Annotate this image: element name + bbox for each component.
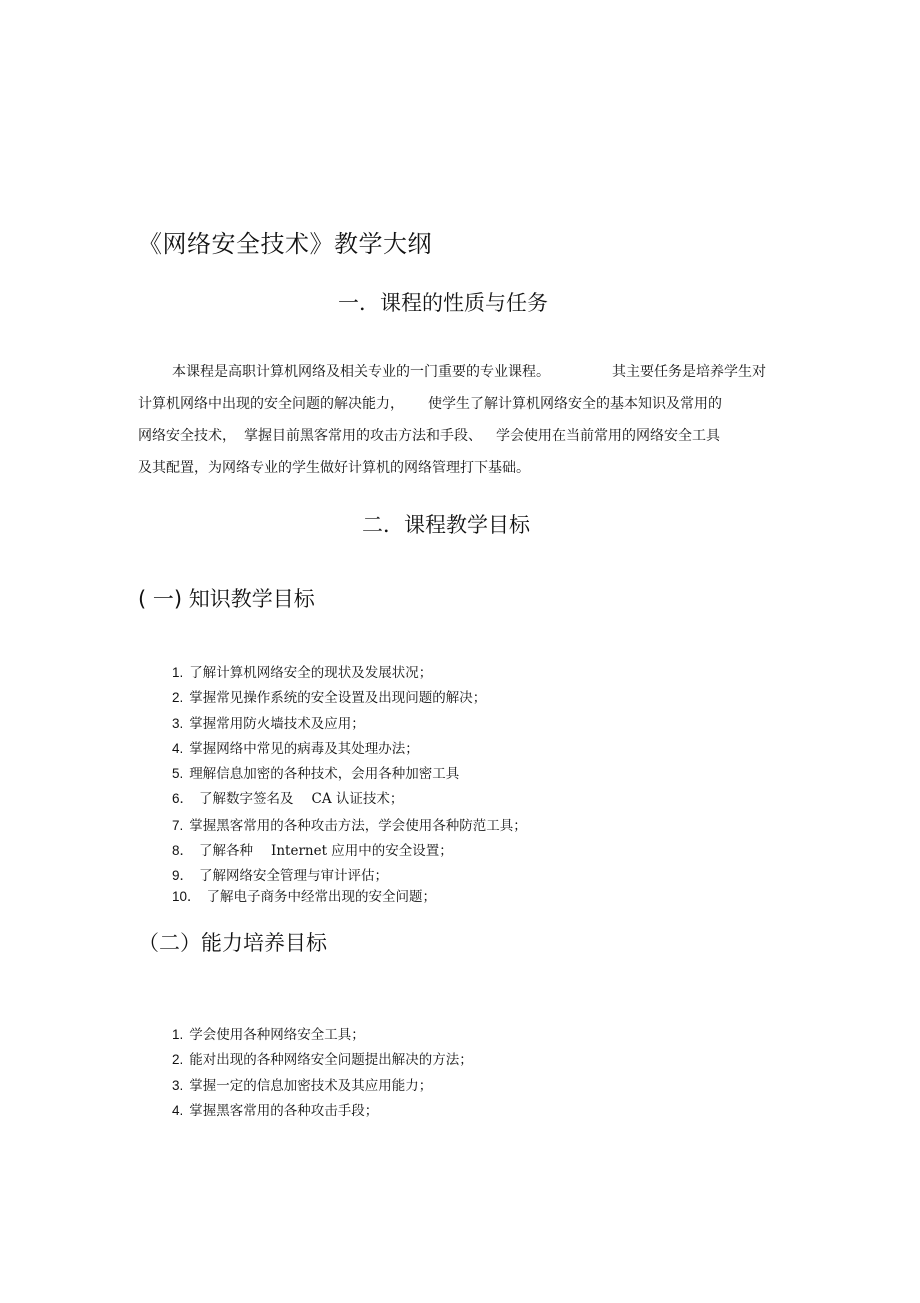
list-item-number: 6． — [172, 791, 194, 806]
list-item-text: Internet 应用中的安全设置； — [271, 843, 453, 859]
paragraph-text: 及其配置，为网络专业的学生做好计算机的网络管理打下基础。 — [138, 460, 530, 476]
list-item — [172, 740, 419, 758]
list-item-text: 掌握常见操作系统的安全设置及出现问题的解决； — [189, 690, 487, 706]
list-item-text: 学会使用各种网络安全工具； — [189, 1027, 365, 1043]
list-item-number: 9． — [172, 868, 194, 883]
list-item — [172, 664, 432, 682]
list-item-number: 3. — [172, 1078, 184, 1093]
paragraph-text: 计算机网络中出现的安全问题的解决能力， — [138, 396, 404, 412]
section-heading-1: 一．课程的性质与任务 — [338, 291, 548, 315]
list-item-number: 1. — [172, 665, 184, 680]
list-item-text: 掌握常用防火墙技术及应用； — [189, 716, 365, 732]
list-item-number: 4. — [172, 1103, 184, 1118]
section-heading-2: 二．课程教学目标 — [362, 513, 530, 537]
list-item-text: 了解数字签名及 — [199, 791, 294, 807]
paragraph-text: 掌握目前黑客常用的攻击方法和手段、 — [244, 428, 482, 444]
list-item — [172, 765, 459, 783]
list-item — [172, 1051, 473, 1069]
list-item — [172, 817, 527, 835]
list-item — [172, 1102, 378, 1120]
list-item-number: 4. — [172, 741, 184, 756]
list-item — [172, 790, 403, 808]
list-item-text: 了解网络安全管理与审计评估； — [199, 868, 389, 884]
list-item-number: 10． — [172, 889, 201, 904]
list-item — [172, 842, 453, 860]
list-item-number: 2. — [172, 690, 184, 705]
list-item-text: 理解信息加密的各种技术，会用各种加密工具 — [189, 766, 460, 782]
list-item-number: 3. — [172, 716, 184, 731]
list-item-text: 能对出现的各种网络安全问题提出解决的方法； — [189, 1052, 473, 1068]
list-item-text: CA 认证技术； — [311, 791, 404, 807]
paragraph-text: 本课程是高职计算机网络及相关专业的一门重要的专业课程。 — [172, 364, 550, 380]
paragraph-text: 网络安全技术， — [138, 428, 236, 444]
paragraph-line-2 — [138, 394, 722, 414]
ability-objectives-heading: （二）能力培养目标 — [138, 931, 327, 955]
list-item-number: 2. — [172, 1052, 184, 1067]
list-item — [172, 867, 388, 885]
paragraph-line-1 — [138, 362, 766, 382]
list-item-text: 掌握黑客常用的各种攻击方法，学会使用各种防范工具； — [189, 818, 527, 834]
list-item — [172, 689, 486, 707]
paragraph-text: 其主要任务是培养学生对 — [612, 364, 766, 380]
list-item-text: 掌握一定的信息加密技术及其应用能力； — [189, 1078, 433, 1094]
list-item-number: 8． — [172, 843, 194, 858]
list-item-number: 5. — [172, 766, 184, 781]
list-item-number: 7. — [172, 818, 184, 833]
list-item-text: 掌握网络中常见的病毒及其处理办法； — [189, 741, 419, 757]
paragraph-text: 使学生了解计算机网络安全的基本知识及常用的 — [428, 396, 722, 412]
document-title: 《网络安全技术》教学大纲 — [138, 230, 432, 258]
list-item — [172, 1077, 432, 1095]
list-item-number: 1. — [172, 1027, 184, 1042]
paragraph-text: 学会使用在当前常用的网络安全工具 — [496, 428, 720, 444]
list-item — [172, 715, 365, 733]
list-item-text: 了解计算机网络安全的现状及发展状况； — [189, 665, 433, 681]
list-item — [172, 888, 436, 906]
knowledge-objectives-heading: ( 一) 知识教学目标 — [138, 587, 315, 611]
list-item-text: 了解电子商务中经常出现的安全问题； — [206, 889, 437, 905]
list-item-text: 掌握黑客常用的各种攻击手段； — [189, 1103, 379, 1119]
list-item — [172, 1026, 365, 1044]
paragraph-line-4 — [138, 458, 530, 478]
paragraph-line-3 — [138, 426, 720, 446]
list-item-text: 了解各种 — [199, 843, 254, 859]
